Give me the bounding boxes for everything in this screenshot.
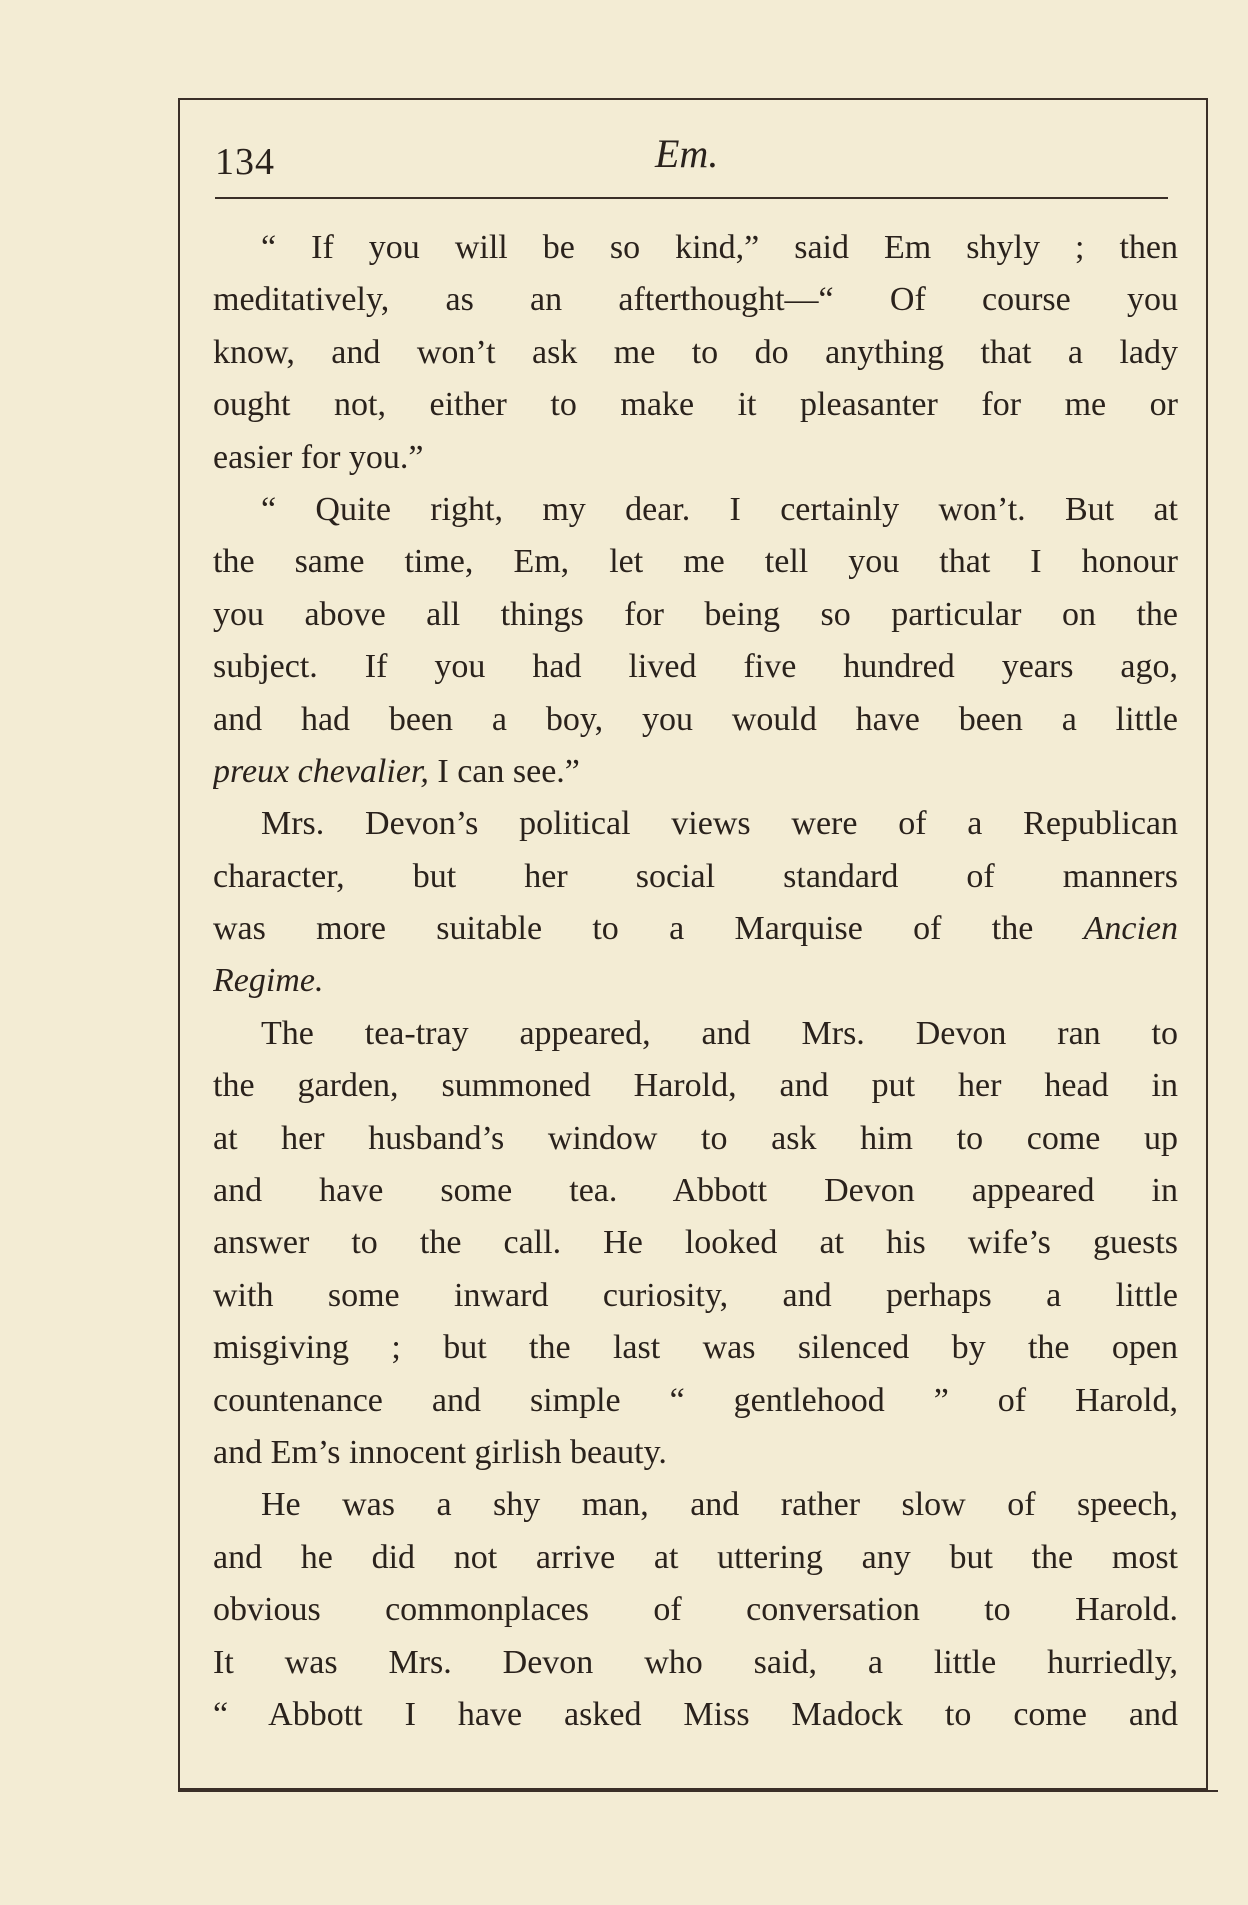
text-line	[213, 1217, 1178, 1269]
line-text: countenance and simple “ gentlehood ” of Harold,	[213, 1381, 1178, 1419]
text-line	[213, 1532, 1178, 1584]
line-text: meditatively, as an afterthought—“ Of course you	[213, 281, 1178, 319]
line-text: was more suitable to a Marquise of the	[213, 910, 1084, 948]
line-text: know, and won’t ask me to do anything that a lady	[213, 333, 1178, 371]
line-text: and Em’s innocent girlish beauty.	[213, 1433, 667, 1471]
text-line	[213, 1584, 1178, 1636]
text-line	[213, 1427, 1178, 1479]
text-line	[213, 1322, 1178, 1374]
text-line	[213, 851, 1178, 903]
line-text: It was Mrs. Devon who said, a little hurriedly,	[213, 1643, 1178, 1681]
italic-phrase: Regime.	[213, 962, 324, 1000]
text-line	[213, 798, 1178, 850]
text-line	[213, 274, 1178, 326]
body-text	[213, 222, 1178, 1741]
line-text: subject. If you had lived five hundred years ago,	[213, 648, 1178, 686]
text-line	[213, 1113, 1178, 1165]
running-title: Em.	[655, 131, 719, 176]
line-text: you above all things for being so particular on the	[213, 595, 1178, 633]
line-text: the same time, Em, let me tell you that I honour	[213, 543, 1178, 581]
line-text: I can see.”	[428, 752, 580, 790]
line-text: He was a shy man, and rather slow of speech,	[261, 1486, 1178, 1524]
text-line	[213, 589, 1178, 641]
text-line	[213, 484, 1178, 536]
text-line	[213, 1270, 1178, 1322]
line-text: with some inward curiosity, and perhaps a little	[213, 1276, 1178, 1314]
header-rule	[215, 197, 1168, 199]
text-line	[213, 903, 1178, 955]
line-text: ought not, either to make it pleasanter for me or	[213, 386, 1178, 424]
line-text: The tea-tray appeared, and Mrs. Devon ran to	[261, 1014, 1178, 1052]
line-text: “ Abbott I have asked Miss Madock to come and	[213, 1695, 1178, 1733]
line-text: and he did not arrive at uttering any but the most	[213, 1538, 1178, 1576]
line-text: misgiving ; but the last was silenced by the open	[213, 1329, 1178, 1367]
page-number: 134	[215, 141, 275, 183]
line-text: “ If you will be so kind,” said Em shyly ; then	[261, 229, 1178, 266]
line-text: Mrs. Devon’s political views were of a Republican	[261, 805, 1178, 843]
line-text: and had been a boy, you would have been a little	[213, 700, 1178, 738]
text-line	[213, 432, 1178, 484]
line-text: easier for you.”	[213, 438, 424, 476]
text-line	[213, 1375, 1178, 1427]
line-text: at her husband’s window to ask him to come up	[213, 1119, 1178, 1157]
frame-bottom-rule	[178, 1790, 1218, 1792]
line-text: “ Quite right, my dear. I certainly won’t. But at	[261, 490, 1178, 528]
text-line	[213, 955, 1178, 1007]
line-text: the garden, summoned Harold, and put her head in	[213, 1067, 1178, 1105]
page-header	[215, 130, 1168, 190]
text-line	[213, 694, 1178, 746]
text-line	[213, 222, 1178, 274]
line-text: and have some tea. Abbott Devon appeared in	[213, 1172, 1178, 1210]
text-line	[213, 1060, 1178, 1112]
text-line	[213, 1689, 1178, 1741]
text-line	[213, 1637, 1178, 1689]
italic-phrase: preux chevalier,	[213, 752, 429, 790]
text-line	[213, 327, 1178, 379]
text-line	[213, 641, 1178, 693]
line-text: obvious commonplaces of conversation to Harold.	[213, 1591, 1178, 1629]
text-line	[213, 536, 1178, 588]
text-line	[213, 1165, 1178, 1217]
italic-phrase: Ancien	[1083, 910, 1178, 948]
text-line	[213, 1008, 1178, 1060]
text-line	[213, 746, 1178, 798]
text-line	[213, 379, 1178, 431]
line-text: answer to the call. He looked at his wife’s guests	[213, 1224, 1178, 1262]
text-line	[213, 1479, 1178, 1531]
line-text: character, but her social standard of manners	[213, 857, 1178, 895]
